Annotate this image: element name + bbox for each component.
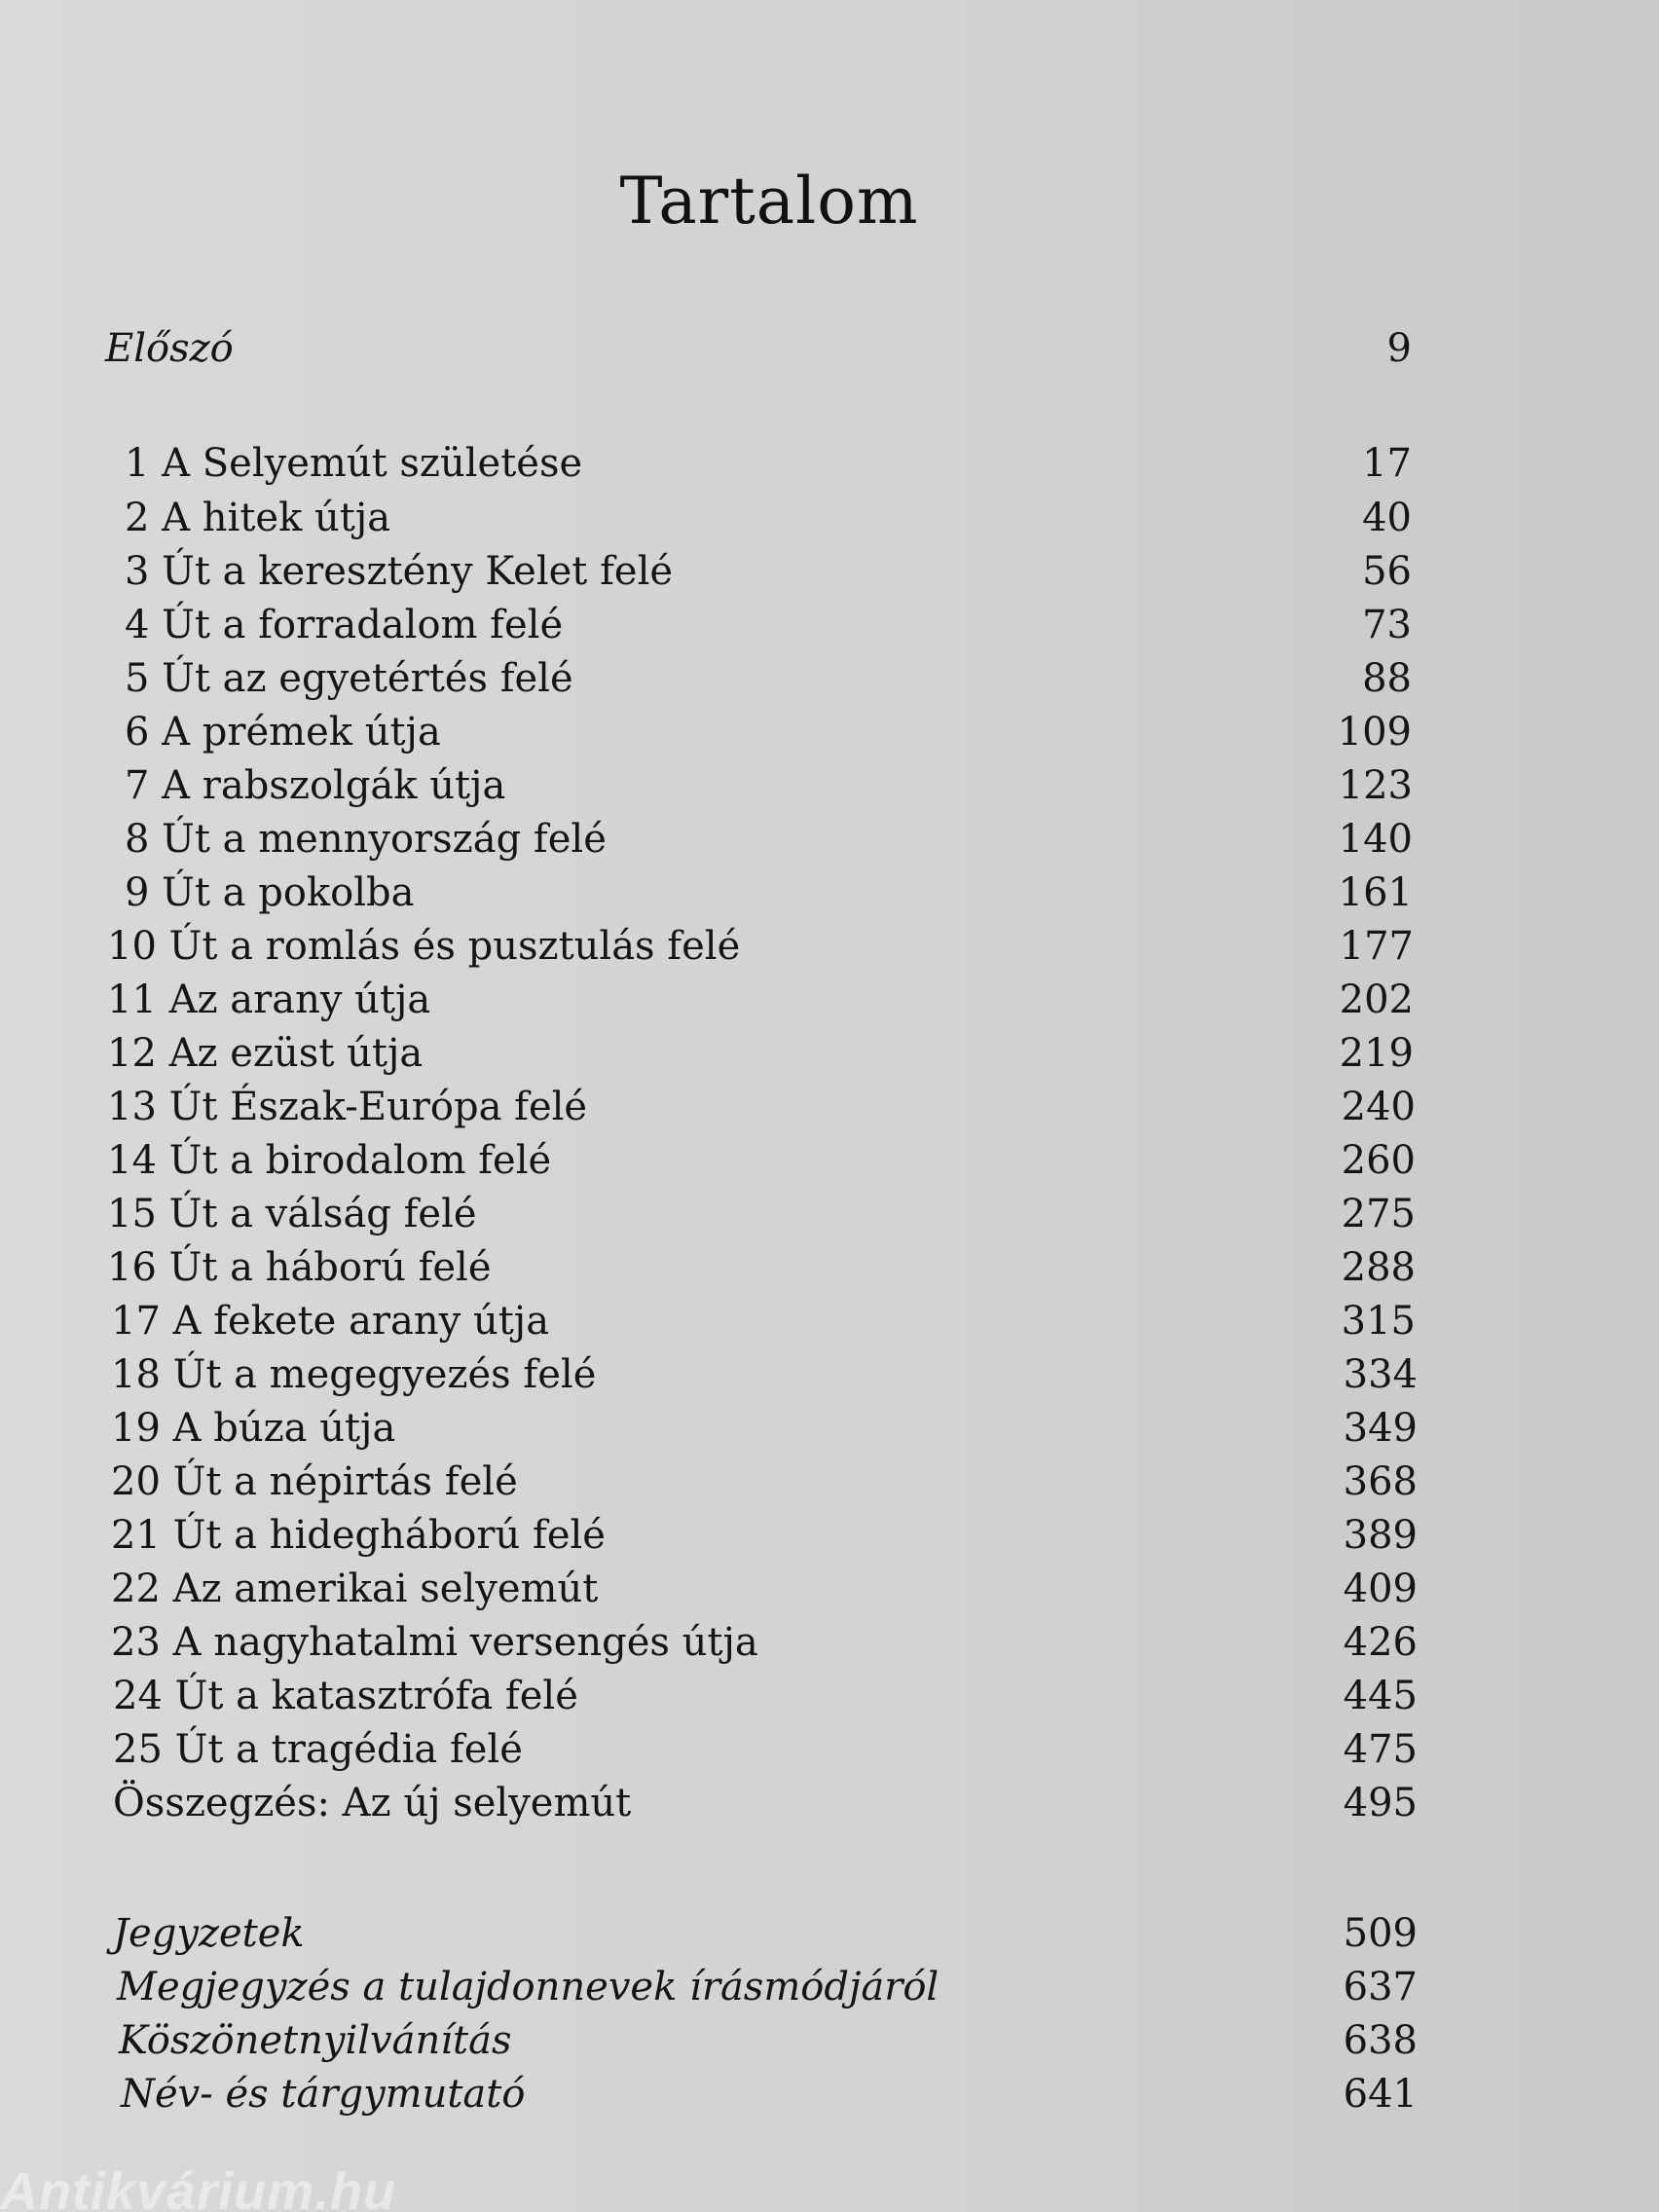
toc-entry-page-number: 260	[1341, 1138, 1416, 1183]
toc-entry-page-number: 637	[1343, 1965, 1418, 2009]
toc-entry-title: 14 Út a birodalom felé	[107, 1138, 552, 1183]
toc-entry-title: 4 Út a forradalom felé	[125, 603, 564, 647]
toc-entry	[0, 651, 1659, 706]
toc-entry-page-number: 88	[1362, 656, 1412, 701]
toc-entry	[0, 1240, 1659, 1295]
toc-entry-title: 22 Az amerikai selyemút	[111, 1567, 599, 1611]
toc-entry-title: Jegyzetek	[113, 1911, 305, 1956]
toc-entry-title: 1 A Selyemút születése	[125, 441, 583, 486]
toc-entry-page-number: 409	[1343, 1567, 1418, 1611]
toc-entry	[0, 866, 1659, 920]
toc-entry	[0, 1615, 1659, 1670]
toc-entry-page-number: 202	[1339, 977, 1414, 1022]
toc-entry-title: 2 A hitek útja	[125, 496, 391, 540]
toc-entry-page-number: 123	[1338, 763, 1413, 808]
toc-entry	[0, 2067, 1659, 2121]
toc-entry-title: 17 A fekete arany útja	[111, 1299, 550, 1344]
toc-entry-page-number: 275	[1341, 1192, 1416, 1236]
toc-entry-page-number: 40	[1362, 496, 1412, 540]
toc-entry-page-number: 73	[1362, 603, 1412, 647]
toc-entry-title: 9 Út a pokolba	[125, 870, 415, 915]
toc-entry-page-number: 445	[1343, 1674, 1418, 1718]
toc-entry-page-number: 288	[1341, 1245, 1416, 1290]
toc-entry-page-number: 140	[1338, 817, 1413, 862]
toc-entry-page-number: 368	[1343, 1459, 1418, 1504]
toc-entry-title: 18 Út a megegyezés felé	[111, 1352, 597, 1397]
toc-entry	[0, 1960, 1659, 2014]
toc-entry-page-number: 315	[1341, 1299, 1416, 1344]
toc-entry	[0, 1080, 1659, 1134]
toc-entry	[0, 758, 1659, 813]
toc-entry	[0, 1906, 1659, 1961]
toc-entry-title: 16 Út a háború felé	[107, 1245, 492, 1290]
toc-entry	[0, 1508, 1659, 1563]
toc-entry-page-number: 177	[1339, 924, 1414, 969]
toc-entry-page-number: 389	[1343, 1513, 1418, 1558]
toc-entry-title: 23 A nagyhatalmi versengés útja	[111, 1620, 758, 1665]
toc-entry	[0, 1026, 1659, 1081]
toc-entry-page-number: 638	[1343, 2018, 1418, 2063]
toc-entry	[0, 1455, 1659, 1509]
toc-entry-title: 5 Út az egyetértés felé	[125, 656, 573, 701]
toc-entry-page-number: 349	[1343, 1406, 1418, 1451]
toc-entry	[0, 1347, 1659, 1402]
toc-entry-page-number: 9	[1386, 326, 1412, 371]
toc-entry-title: 20 Út a népirtás felé	[111, 1459, 518, 1504]
toc-entry-page-number: 161	[1338, 870, 1413, 915]
toc-entry-title: Név- és tárgymutató	[121, 2072, 526, 2117]
toc-entry-title: 11 Az arany útja	[107, 977, 431, 1022]
toc-entry-title: Köszönetnyilvánítás	[119, 2018, 512, 2063]
toc-entry-page-number: 334	[1343, 1352, 1418, 1397]
toc-entry-page-number: 240	[1341, 1085, 1416, 1129]
toc-entry-page-number: 109	[1337, 710, 1412, 755]
toc-entry	[0, 1669, 1659, 1723]
toc-entry-page-number: 475	[1343, 1727, 1418, 1772]
toc-entry-title: 24 Út a katasztrófa felé	[113, 1674, 578, 1718]
toc-entry	[0, 544, 1659, 599]
toc-entry	[0, 321, 1659, 376]
toc-entry	[0, 598, 1659, 652]
toc-entry	[0, 919, 1659, 974]
toc-entry-page-number: 56	[1362, 549, 1412, 594]
toc-entry	[0, 1401, 1659, 1456]
toc-entry-page-number: 495	[1343, 1781, 1418, 1825]
toc-entry-title: Összegzés: Az új selyemút	[113, 1781, 632, 1825]
toc-entry	[0, 705, 1659, 759]
toc-entry-title: 15 Út a válság felé	[107, 1192, 477, 1236]
toc-entry-title: 8 Út a mennyország felé	[125, 817, 607, 862]
toc-entry-page-number: 17	[1362, 441, 1412, 486]
watermark-text: Antikvárium.hu	[0, 2162, 397, 2212]
toc-entry-page-number: 426	[1343, 1620, 1418, 1665]
toc-entry-title: 6 A prémek útja	[125, 710, 441, 755]
toc-entry-page-number: 219	[1339, 1031, 1414, 1076]
toc-entry-title: Megjegyzés a tulajdonnevek írásmódjáról	[117, 1965, 940, 2009]
toc-entry	[0, 491, 1659, 545]
toc-entry-title: 12 Az ezüst útja	[107, 1031, 424, 1076]
toc-entry-title: 19 A búza útja	[111, 1406, 396, 1451]
toc-entry	[0, 1133, 1659, 1188]
toc-entry	[0, 1776, 1659, 1830]
toc-entry	[0, 1294, 1659, 1348]
toc-entry-title: 10 Út a romlás és pusztulás felé	[107, 924, 741, 969]
toc-entry-title: 21 Út a hidegháború felé	[111, 1513, 606, 1558]
page-title: Tartalom	[619, 164, 919, 239]
toc-entry-title: 13 Út Észak-Európa felé	[107, 1085, 588, 1129]
toc-entry	[0, 2013, 1659, 2068]
toc-entry	[0, 1187, 1659, 1241]
toc-entry	[0, 812, 1659, 866]
toc-entry	[0, 436, 1659, 491]
toc-entry-title: 25 Út a tragédia felé	[113, 1727, 523, 1772]
toc-entry-page-number: 509	[1343, 1911, 1418, 1956]
toc-entry-title: 3 Út a keresztény Kelet felé	[125, 549, 674, 594]
toc-entry-title: 7 A rabszolgák útja	[125, 763, 506, 808]
toc-entry	[0, 973, 1659, 1027]
toc-entry-title: Előszó	[105, 326, 234, 371]
toc-entry	[0, 1722, 1659, 1777]
toc-entry	[0, 1562, 1659, 1616]
toc-entry-page-number: 641	[1343, 2072, 1418, 2117]
